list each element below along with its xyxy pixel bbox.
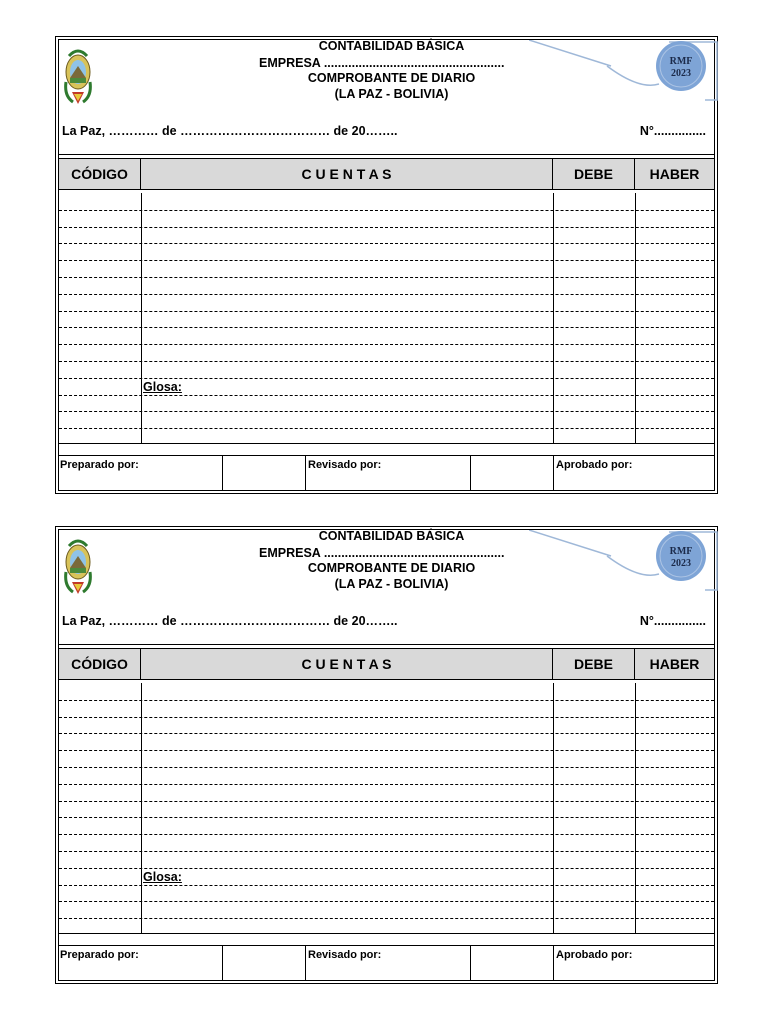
approved-by-box[interactable]	[553, 946, 714, 980]
table-row[interactable]	[59, 327, 714, 328]
course-title: CONTABILIDAD BÁSICA	[318, 39, 465, 53]
prepared-by-box[interactable]	[59, 946, 223, 980]
table-row[interactable]	[59, 851, 714, 852]
approved-by-label: Aprobado por:	[556, 949, 633, 961]
reviewed-by-label: Revisado por:	[308, 949, 382, 961]
accounts-table	[59, 644, 714, 934]
column-header-cuentas: C U E N T A S	[141, 159, 553, 189]
table-row[interactable]	[59, 834, 714, 835]
seal-line2: 2023	[671, 558, 691, 569]
column-divider	[635, 193, 636, 443]
prepared-by-label: Preparado por:	[60, 459, 139, 471]
voucher-number[interactable]: N°...............	[639, 614, 706, 628]
document-location: (LA PAZ - BOLIVIA)	[334, 87, 449, 101]
rmf-seal	[529, 40, 719, 104]
voucher-header	[259, 40, 524, 53]
table-row[interactable]	[59, 918, 714, 919]
table-header	[59, 648, 714, 680]
approved-by-label: Aprobado por:	[556, 459, 633, 471]
table-row[interactable]	[59, 395, 714, 396]
document-type: COMPROBANTE DE DIARIO	[307, 561, 476, 575]
table-row[interactable]	[59, 311, 714, 312]
reviewed-by-box[interactable]	[305, 946, 471, 980]
voucher-header	[259, 530, 524, 543]
signature-footer	[59, 455, 714, 490]
voucher-subheader	[259, 72, 524, 101]
column-divider	[553, 193, 554, 443]
journal-voucher-2	[55, 526, 718, 984]
table-row[interactable]	[59, 784, 714, 785]
document-location: (LA PAZ - BOLIVIA)	[334, 577, 449, 591]
table-row[interactable]	[59, 227, 714, 228]
date-line[interactable]: La Paz, ………… de ……………………………… de 20……..	[62, 124, 398, 138]
reviewed-by-box[interactable]	[305, 456, 471, 490]
table-row[interactable]	[59, 717, 714, 718]
table-row[interactable]	[59, 801, 714, 802]
accounts-table	[59, 154, 714, 444]
column-divider	[553, 683, 554, 933]
seal-line1: RMF	[669, 546, 693, 557]
table-row[interactable]	[59, 733, 714, 734]
table-row[interactable]	[59, 344, 714, 345]
table-row[interactable]	[59, 210, 714, 211]
company-field: EMPRESA ....................................................	[259, 56, 505, 70]
column-header-haber: HABER	[635, 159, 714, 189]
table-body[interactable]	[59, 193, 714, 443]
table-row[interactable]	[59, 428, 714, 429]
journal-voucher-1	[55, 36, 718, 494]
date-line[interactable]: La Paz, ………… de ……………………………… de 20……..	[62, 614, 398, 628]
table-row[interactable]	[59, 361, 714, 362]
table-body[interactable]	[59, 683, 714, 933]
voucher-frame	[58, 39, 715, 491]
prepared-by-label: Preparado por:	[60, 949, 139, 961]
rmf-seal	[529, 530, 719, 594]
column-divider	[141, 193, 142, 443]
signature-footer	[59, 945, 714, 980]
voucher-frame	[58, 529, 715, 981]
table-row[interactable]	[59, 885, 714, 886]
column-header-codigo: CÓDIGO	[59, 649, 141, 679]
column-header-cuentas: C U E N T A S	[141, 649, 553, 679]
column-header-codigo: CÓDIGO	[59, 159, 141, 189]
voucher-number[interactable]: N°...............	[639, 124, 706, 138]
course-title: CONTABILIDAD BÁSICA	[318, 529, 465, 543]
document-type: COMPROBANTE DE DIARIO	[307, 71, 476, 85]
table-row[interactable]	[59, 294, 714, 295]
table-row[interactable]	[59, 260, 714, 261]
glosa-label: Glosa:	[143, 869, 182, 884]
reviewed-by-label: Revisado por:	[308, 459, 382, 471]
table-row[interactable]	[59, 411, 714, 412]
table-row[interactable]	[59, 750, 714, 751]
voucher-subheader	[259, 562, 524, 591]
table-row[interactable]	[59, 767, 714, 768]
prepared-by-box[interactable]	[59, 456, 223, 490]
table-row[interactable]	[59, 901, 714, 902]
column-divider	[141, 683, 142, 933]
table-row[interactable]	[59, 277, 714, 278]
seal-line1: RMF	[669, 56, 693, 67]
column-header-debe: DEBE	[553, 159, 635, 189]
table-row[interactable]	[59, 243, 714, 244]
bolivia-coat-of-arms-icon	[63, 534, 93, 598]
table-header	[59, 158, 714, 190]
bolivia-coat-of-arms-icon	[63, 44, 93, 108]
company-field: EMPRESA ....................................................	[259, 546, 505, 560]
table-row[interactable]	[59, 817, 714, 818]
glosa-label: Glosa:	[143, 379, 182, 394]
seal-line2: 2023	[671, 68, 691, 79]
column-divider	[635, 683, 636, 933]
column-header-debe: DEBE	[553, 649, 635, 679]
column-header-haber: HABER	[635, 649, 714, 679]
table-row[interactable]	[59, 700, 714, 701]
approved-by-box[interactable]	[553, 456, 714, 490]
